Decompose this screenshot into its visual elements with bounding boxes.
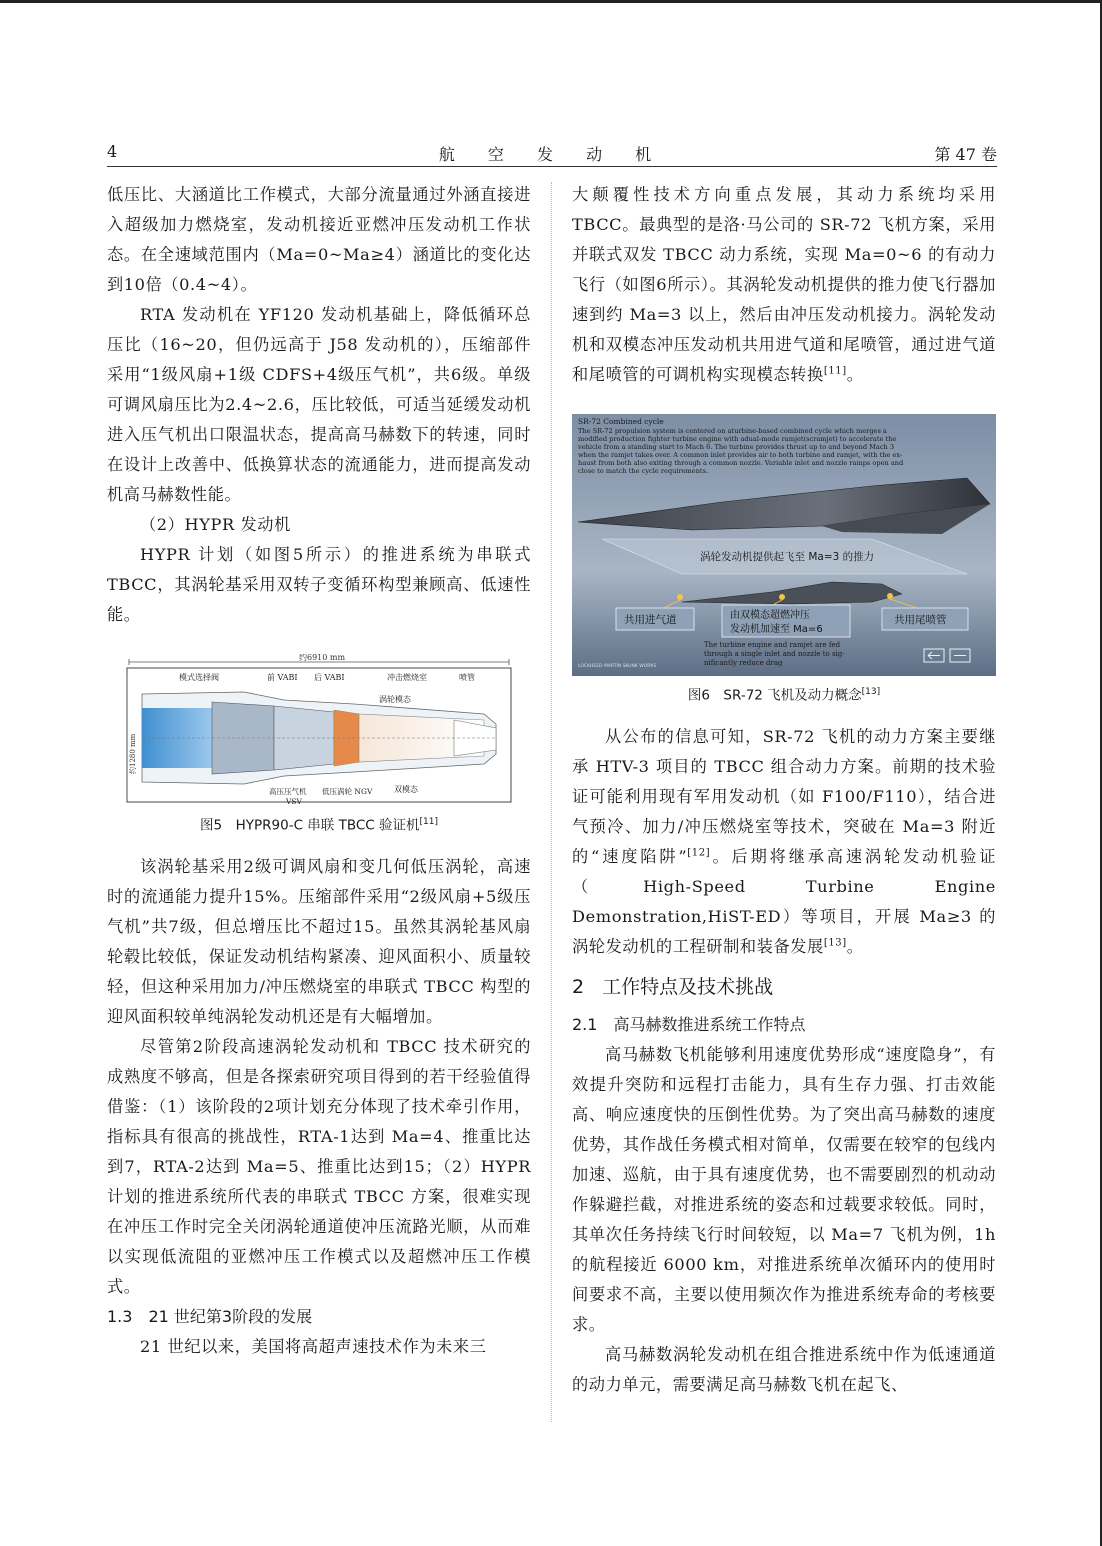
section-heading-2-1 <box>572 1010 996 1040</box>
section-title: 21 世纪第3阶段的发展 <box>148 1306 313 1326</box>
fig6-desc-line: close to match the cycle requirements. <box>578 467 709 475</box>
citation: [13] <box>823 937 847 949</box>
common-inlet-label: 共用进气道 <box>624 614 677 626</box>
dual-mode-line-2: 发动机加速至 Ma=6 <box>730 624 823 635</box>
paragraph <box>572 722 996 962</box>
turbine-mode-label: 涡轮模态 <box>379 695 411 704</box>
paragraph-text: 。后期将继承高速涡轮发动机验证（High-Speed Turbine Engine Demonstration,HiST-ED）等项目，开展 Ma≥3 的涡轮发动机的工程研制和装备发展 <box>572 846 996 956</box>
vsv-label: VSV <box>286 797 302 806</box>
right-column <box>572 180 996 1400</box>
paragraph: 高马赫数涡轮发动机在组合推进系统中作为低速通道的动力单元，需要满足高马赫数飞机在起飞、 <box>572 1344 996 1394</box>
paragraph: HYPR 计划（如图5所示）的推进系统为串联式 TBCC，其涡轮基采用双转子变循环构型兼顾高、低速性能。 <box>107 545 531 624</box>
section-number: 2 <box>572 975 585 998</box>
paragraph-end: 。 <box>846 365 864 384</box>
column-divider <box>551 182 552 1422</box>
caption-reference: [13] <box>861 687 881 697</box>
page-number: 4 <box>107 142 118 161</box>
section-title: 高马赫数推进系统工作特点 <box>613 1014 806 1034</box>
figure-6 <box>572 414 996 676</box>
lp-turbine-label: 低压涡轮 NGV <box>322 787 373 796</box>
dual-mode-line-1: 由双模态超燃冲压 <box>730 610 810 621</box>
journal-title: 航 空 发 动 机 <box>438 145 666 164</box>
page-top-border <box>0 0 1102 3</box>
caption-text: 图6 SR-72 飞机及动力概念 <box>687 687 862 704</box>
height-label: 约1280 mm <box>129 733 137 774</box>
paragraph-text: 大颠覆性技术方向重点发展，其动力系统均采用 TBCC。最典型的是洛·马公司的 SR-72 飞机方案，采用并联式双发 TBCC 动力系统，实现 Ma=0~6 的有动力飞行（如图6所示）。其涡轮发动机提供的推力使飞行器加速到约 Ma=3 以上，然后由冲压发动机接力。涡轮发动机和双模态冲压发动机共用进气道和尾喷管，通过进气道和尾喷管的可调机构实现模态转换 <box>572 185 996 384</box>
hypr-engine-diagram <box>124 654 514 806</box>
fig6-desc-line: vehicle from a standing start to Mach 6. The turbine provides thrust up to and beyond Mach 3 <box>578 443 895 451</box>
paragraph-text: 从公布的信息可知，SR-72 飞机的动力方案主要继承 HTV-3 项目的 TBCC 组合动力方案。前期的技术验证可能利用现有军用发动机（如 F100/F110），结合进气预冷、加力/冲压燃烧室等技术，突破在 Ma=3 附近的“速度陷阱” <box>572 726 996 866</box>
paragraph: 低压比、大涵道比工作模式，大部分流量通过外涵直接进入超级加力燃烧室，发动机接近亚燃冲压发动机工作状态。在全速域范围内（Ma=0~Ma≥4）涵道比的变化达到10倍（0.4~4）。 <box>107 185 531 294</box>
left-column <box>107 180 531 1362</box>
figure-5 <box>124 654 514 806</box>
paragraph: RTA 发动机在 YF120 发动机基础上，降低循环总压比（16~20，但仍远高于 J58 发动机的），压缩部件采用“1级风扇+1级 CDFS+4级压气机”，共6级。单级可调风扇压比为2.4~2.6，压比较低，可适当延缓发动机进入压气机出口限温状态，提高高马赫数下的转速，同时在设计上改善中、低换算状态的流通能力，进而提高发动机高马赫数性能。 <box>107 305 531 504</box>
fig6-credit: LOCKHEED MARTIN SKUNK WORKS <box>578 664 657 669</box>
length-label: 约6910 mm <box>299 654 346 662</box>
section-heading-2 <box>572 972 996 1002</box>
header-rule <box>107 166 997 167</box>
turbine-thrust-label: 涡轮发动机提供起飞至 Ma=3 的推力 <box>700 551 875 563</box>
nozzle-label: 喷管 <box>459 673 475 682</box>
section-title: 工作特点及技术挑战 <box>602 975 774 998</box>
section-number: 2.1 <box>572 1014 598 1034</box>
paragraph <box>572 180 996 390</box>
rear-vabi-label: 后 VABI <box>314 673 345 682</box>
subsection-label: （2）HYPR 发动机 <box>140 515 291 534</box>
front-vabi-label: 前 VABI <box>267 673 298 682</box>
callout-dot <box>677 594 683 600</box>
ramjet-combustor-label: 冲击燃烧室 <box>387 673 427 682</box>
figure-5-caption <box>107 812 531 836</box>
fig6-desc-line: The SR-72 propulsion system is centered on aturbine-based combined cycle which merges a <box>578 427 887 435</box>
paragraph-end: 。 <box>846 936 864 956</box>
sr72-concept-image <box>572 414 996 676</box>
callout-dot <box>779 594 785 600</box>
mode-valve-label: 模式选择阀 <box>179 673 219 682</box>
fig6-title: SR-72 Combined cycle <box>578 417 664 426</box>
fig6-desc-line: when the ramjet takes over. A common inlet provides air to both turbine and ramjet, with the ex- <box>578 451 903 459</box>
citation: [12] <box>687 847 711 859</box>
running-header <box>107 140 997 166</box>
citation: [11] <box>823 365 847 377</box>
paragraph: 尽管第2阶段高速涡轮发动机和 TBCC 技术研究的成熟度不够高，但是各探索研究项目得到的若干经验值得借鉴：（1）该阶段的2项计划充分体现了技术牵引作用，指标具有很高的挑战性，RTA-1达到 Ma=4、推重比达到7，RTA-2达到 Ma=5、推重比达到15；（2）HYPR 计划的推进系统所代表的串联式 TBCC 方案，很难实现在冲压工作时完全关闭涡轮通道使冲压流路光顺，从而难以实现低流阻的亚燃冲压工作模式以及超燃冲压工作模式。 <box>107 1036 531 1296</box>
section-heading-1-3 <box>107 1302 531 1332</box>
dual-mode-label: 双模态 <box>394 785 418 794</box>
fig6-desc-line: haust from both also exiting through a common nozzle. Variable inlet and nozzle ramps open and <box>578 459 904 467</box>
paragraph: 21 世纪以来，美国将高超声速技术作为未来三 <box>140 1336 487 1356</box>
hp-compressor-label: 高压压气机 <box>269 787 307 796</box>
fig6-desc-line: modified production fighter turbine engine with adual-mode ramjet(scramjet) to accelerate the <box>578 435 897 443</box>
volume-label: 第 47 卷 <box>934 145 997 164</box>
paragraph: 高马赫数飞机能够利用速度优势形成“速度隐身”，有效提升突防和远程打击能力，具有生存力强、打击效能高、响应速度快的压倒性优势。为了突出高马赫数的速度优势，其作战任务模式相对简单，仅需要在较窄的包线内加速、巡航，由于具有速度优势，也不需要剧烈的机动动作躲避拦截，对推进系统的姿态和过载要求较低。同时，其单次任务持续飞行时间较短，以 Ma=7 飞机为例，1h 的航程接近 6000 km，对推进系统单次循环内的使用时间要求不高，主要以使用频次作为推进系统寿命的考核要求。 <box>572 1044 996 1334</box>
callout-dot <box>887 593 893 599</box>
fig6-note-line: nificantly reduce drag <box>704 659 783 667</box>
paragraph: 该涡轮基采用2级可调风扇和变几何低压涡轮，高速时的流通能力提升15%。压缩部件采用“2级风扇+5级压气机”共7级，但总增压比不超过15。虽然其涡轮基风扇轮毂比较低，保证发动机结构紧凑、迎风面积小、质量较轻，但这种采用加力/冲压燃烧室的串联式 TBCC 构型的迎风面积较单纯涡轮发动机还是有大幅增加。 <box>107 856 531 1026</box>
common-nozzle-label: 共用尾喷管 <box>894 614 947 626</box>
fig6-note-line: The turbine engine and ramjet are fed <box>704 641 841 649</box>
section-number: 1.3 <box>107 1306 133 1326</box>
fig6-note-line: through a single inlet and nozzle to sig- <box>704 650 845 658</box>
figure-6-caption <box>572 682 996 706</box>
caption-text: 图5 HYPR90-C 串联 TBCC 验证机 <box>200 817 420 834</box>
caption-reference: [11] <box>419 817 438 827</box>
